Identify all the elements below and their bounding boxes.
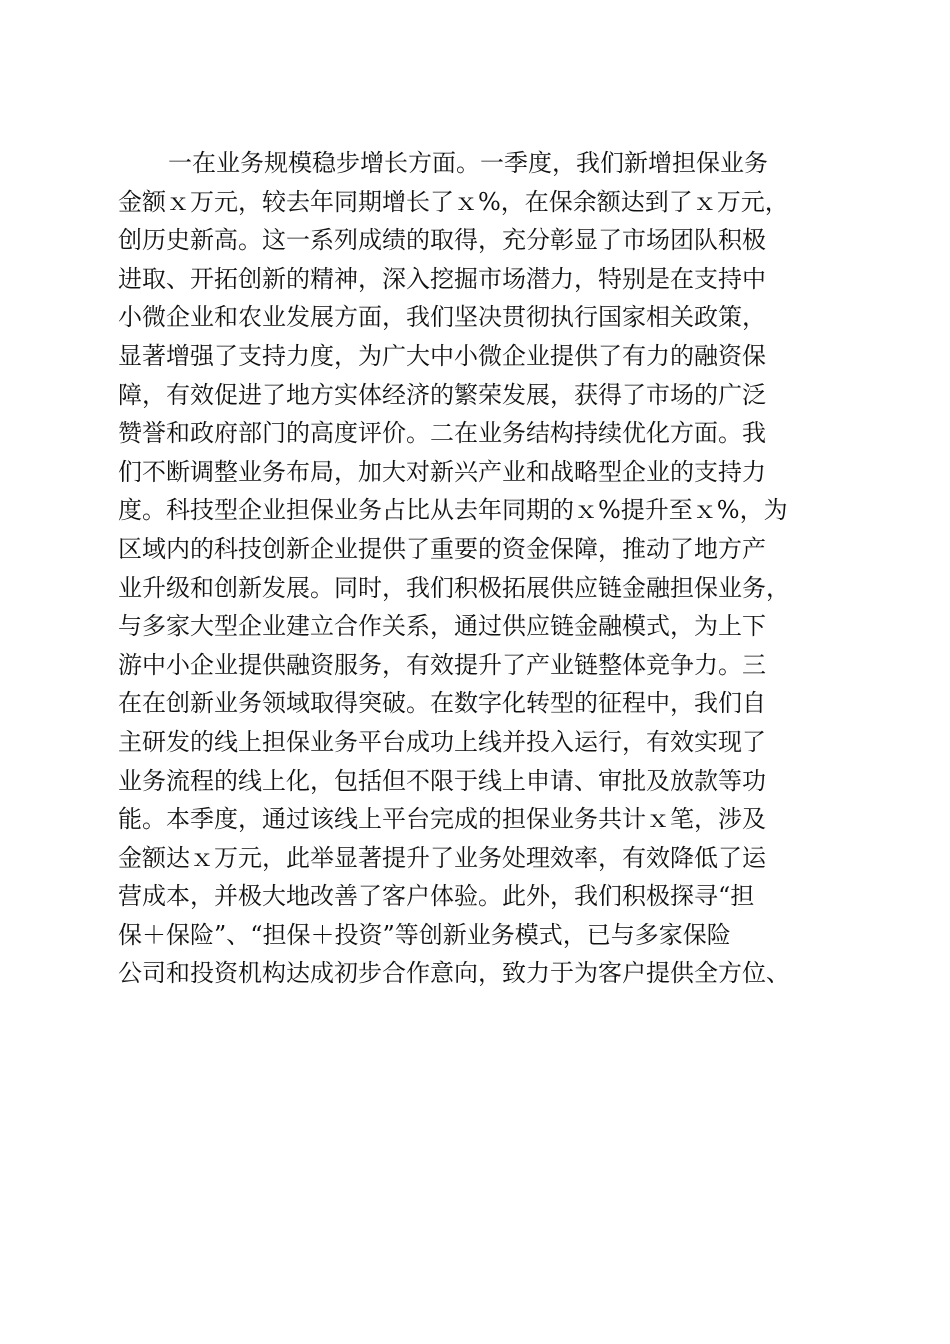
text-line: 障，有效促进了地方实体经济的繁荣发展，获得了市场的广泛 xyxy=(118,380,766,409)
text-line: 能。本季度，通过该线上平台完成的担保业务共计ｘ笔，涉及 xyxy=(118,805,766,834)
text-line: 赞誉和政府部门的高度评价。二在业务结构持续优化方面。我 xyxy=(118,419,766,448)
text-line: 们不断调整业务布局，加大对新兴产业和战略型企业的支持力 xyxy=(118,457,766,486)
body-paragraph xyxy=(118,144,838,993)
text-line: 创历史新高。这一系列成绩的取得，充分彰显了市场团队积极 xyxy=(118,226,766,255)
text-line: 一在业务规模稳步增长方面。一季度，我们新增担保业务 xyxy=(168,149,768,177)
text-line: 金额ｘ万元，较去年同期增长了ｘ%，在保余额达到了ｘ万元， xyxy=(118,187,789,216)
text-line: 小微企业和农业发展方面，我们坚决贯彻执行国家相关政策， xyxy=(118,303,766,332)
text-line: 区域内的科技创新企业提供了重要的资金保障，推动了地方产 xyxy=(118,534,766,563)
text-line: 业务流程的线上化，包括但不限于线上申请、审批及放款等功 xyxy=(118,766,766,795)
text-line: 营成本，并极大地改善了客户体验。此外，我们积极探寻“担 xyxy=(118,882,755,911)
text-line: 游中小企业提供融资服务，有效提升了产业链整体竞争力。三 xyxy=(118,650,766,679)
text-line: 公司和投资机构达成初步合作意向，致力于为客户提供全方位、 xyxy=(118,959,790,988)
text-line: 主研发的线上担保业务平台成功上线并投入运行，有效实现了 xyxy=(118,727,766,756)
text-line: 在在创新业务领域取得突破。在数字化转型的征程中，我们自 xyxy=(118,689,766,718)
text-line: 保＋保险”、“担保＋投资”等创新业务模式，已与多家保险 xyxy=(118,920,731,949)
text-line: 与多家大型企业建立合作关系，通过供应链金融模式，为上下 xyxy=(118,612,766,641)
text-line: 金额达ｘ万元，此举显著提升了业务处理效率，有效降低了运 xyxy=(118,843,766,872)
text-line: 业升级和创新发展。同时，我们积极拓展供应链金融担保业务， xyxy=(118,573,790,602)
text-line: 进取、开拓创新的精神，深入挖掘市场潜力，特别是在支持中 xyxy=(118,264,766,293)
text-line: 显著增强了支持力度，为广大中小微企业提供了有力的融资保 xyxy=(118,341,766,370)
text-line: 度。科技型企业担保业务占比从去年同期的ｘ%提升至ｘ%，为 xyxy=(118,496,788,525)
